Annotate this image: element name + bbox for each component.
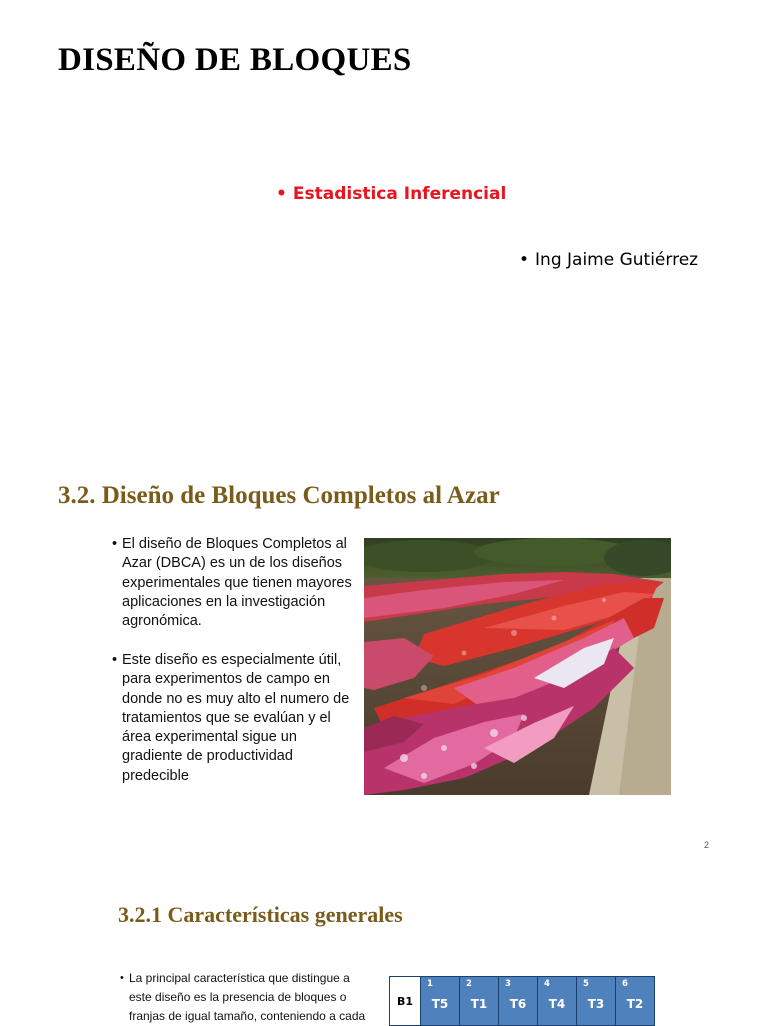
list-item (120, 969, 370, 1026)
slide-title-heading: DISEÑO DE BLOQUES (58, 42, 412, 78)
flower-field-photo (364, 538, 671, 795)
bullet-marker: • (112, 536, 118, 552)
slide-heading: 3.2. Diseño de Bloques Completos al Azar (58, 482, 500, 509)
treatment-label: T3 (587, 997, 605, 1011)
paragraph-text: El diseño de Bloques Completos al Azar (DBCA) es un de los diseños experimentales que tienen mayores aplicaciones en la investigación agronómica. (122, 536, 352, 630)
subtitle-bullet (276, 184, 506, 204)
treatment-label: T2 (626, 997, 644, 1011)
plot-cell (460, 977, 499, 1026)
list-item (112, 535, 360, 631)
plot-cell (616, 977, 655, 1026)
author-bullet (519, 250, 698, 270)
plot-number: 2 (466, 979, 472, 989)
plot-cell (538, 977, 577, 1026)
slide-dbca (0, 440, 768, 860)
plot-number: 3 (505, 979, 511, 989)
subtitle-text: Estadistica Inferencial (292, 184, 507, 204)
block-label: B1 (390, 977, 421, 1026)
slide-heading: 3.2.1 Características generales (118, 902, 403, 927)
block-layout-table (389, 976, 655, 1026)
list-item (112, 651, 360, 786)
paragraph-text: La principal característica que distingue a este diseño es la presencia de bloques o franjas de igual tamaño, conteniendo a cada (129, 971, 366, 1023)
bullet-marker: • (519, 250, 530, 270)
bullet-marker: • (276, 184, 287, 204)
plot-number: 4 (544, 979, 550, 989)
slide-title (0, 0, 768, 440)
plot-number: 1 (427, 979, 433, 989)
page-number: 2 (704, 840, 710, 850)
bullet-marker: • (120, 972, 124, 984)
plot-cell (499, 977, 538, 1026)
table-row (390, 977, 655, 1026)
author-text: Ing Jaime Gutiérrez (535, 250, 699, 270)
slide-characteristics (0, 860, 768, 1024)
treatment-label: T5 (431, 997, 449, 1011)
paragraph-text: Este diseño es especialmente útil, para experimentos de campo en donde no es muy alto el numero de tratamientos que se evalúan y el área experimental sigue un gradiente de productividad predecible (122, 652, 350, 784)
bullet-marker: • (112, 652, 118, 668)
treatment-label: T4 (548, 997, 566, 1011)
treatment-label: T6 (509, 997, 527, 1011)
treatment-label: T1 (470, 997, 488, 1011)
plot-number: 5 (583, 979, 589, 989)
plot-cell (577, 977, 616, 1026)
plot-number: 6 (622, 979, 628, 989)
plot-cell (421, 977, 460, 1026)
